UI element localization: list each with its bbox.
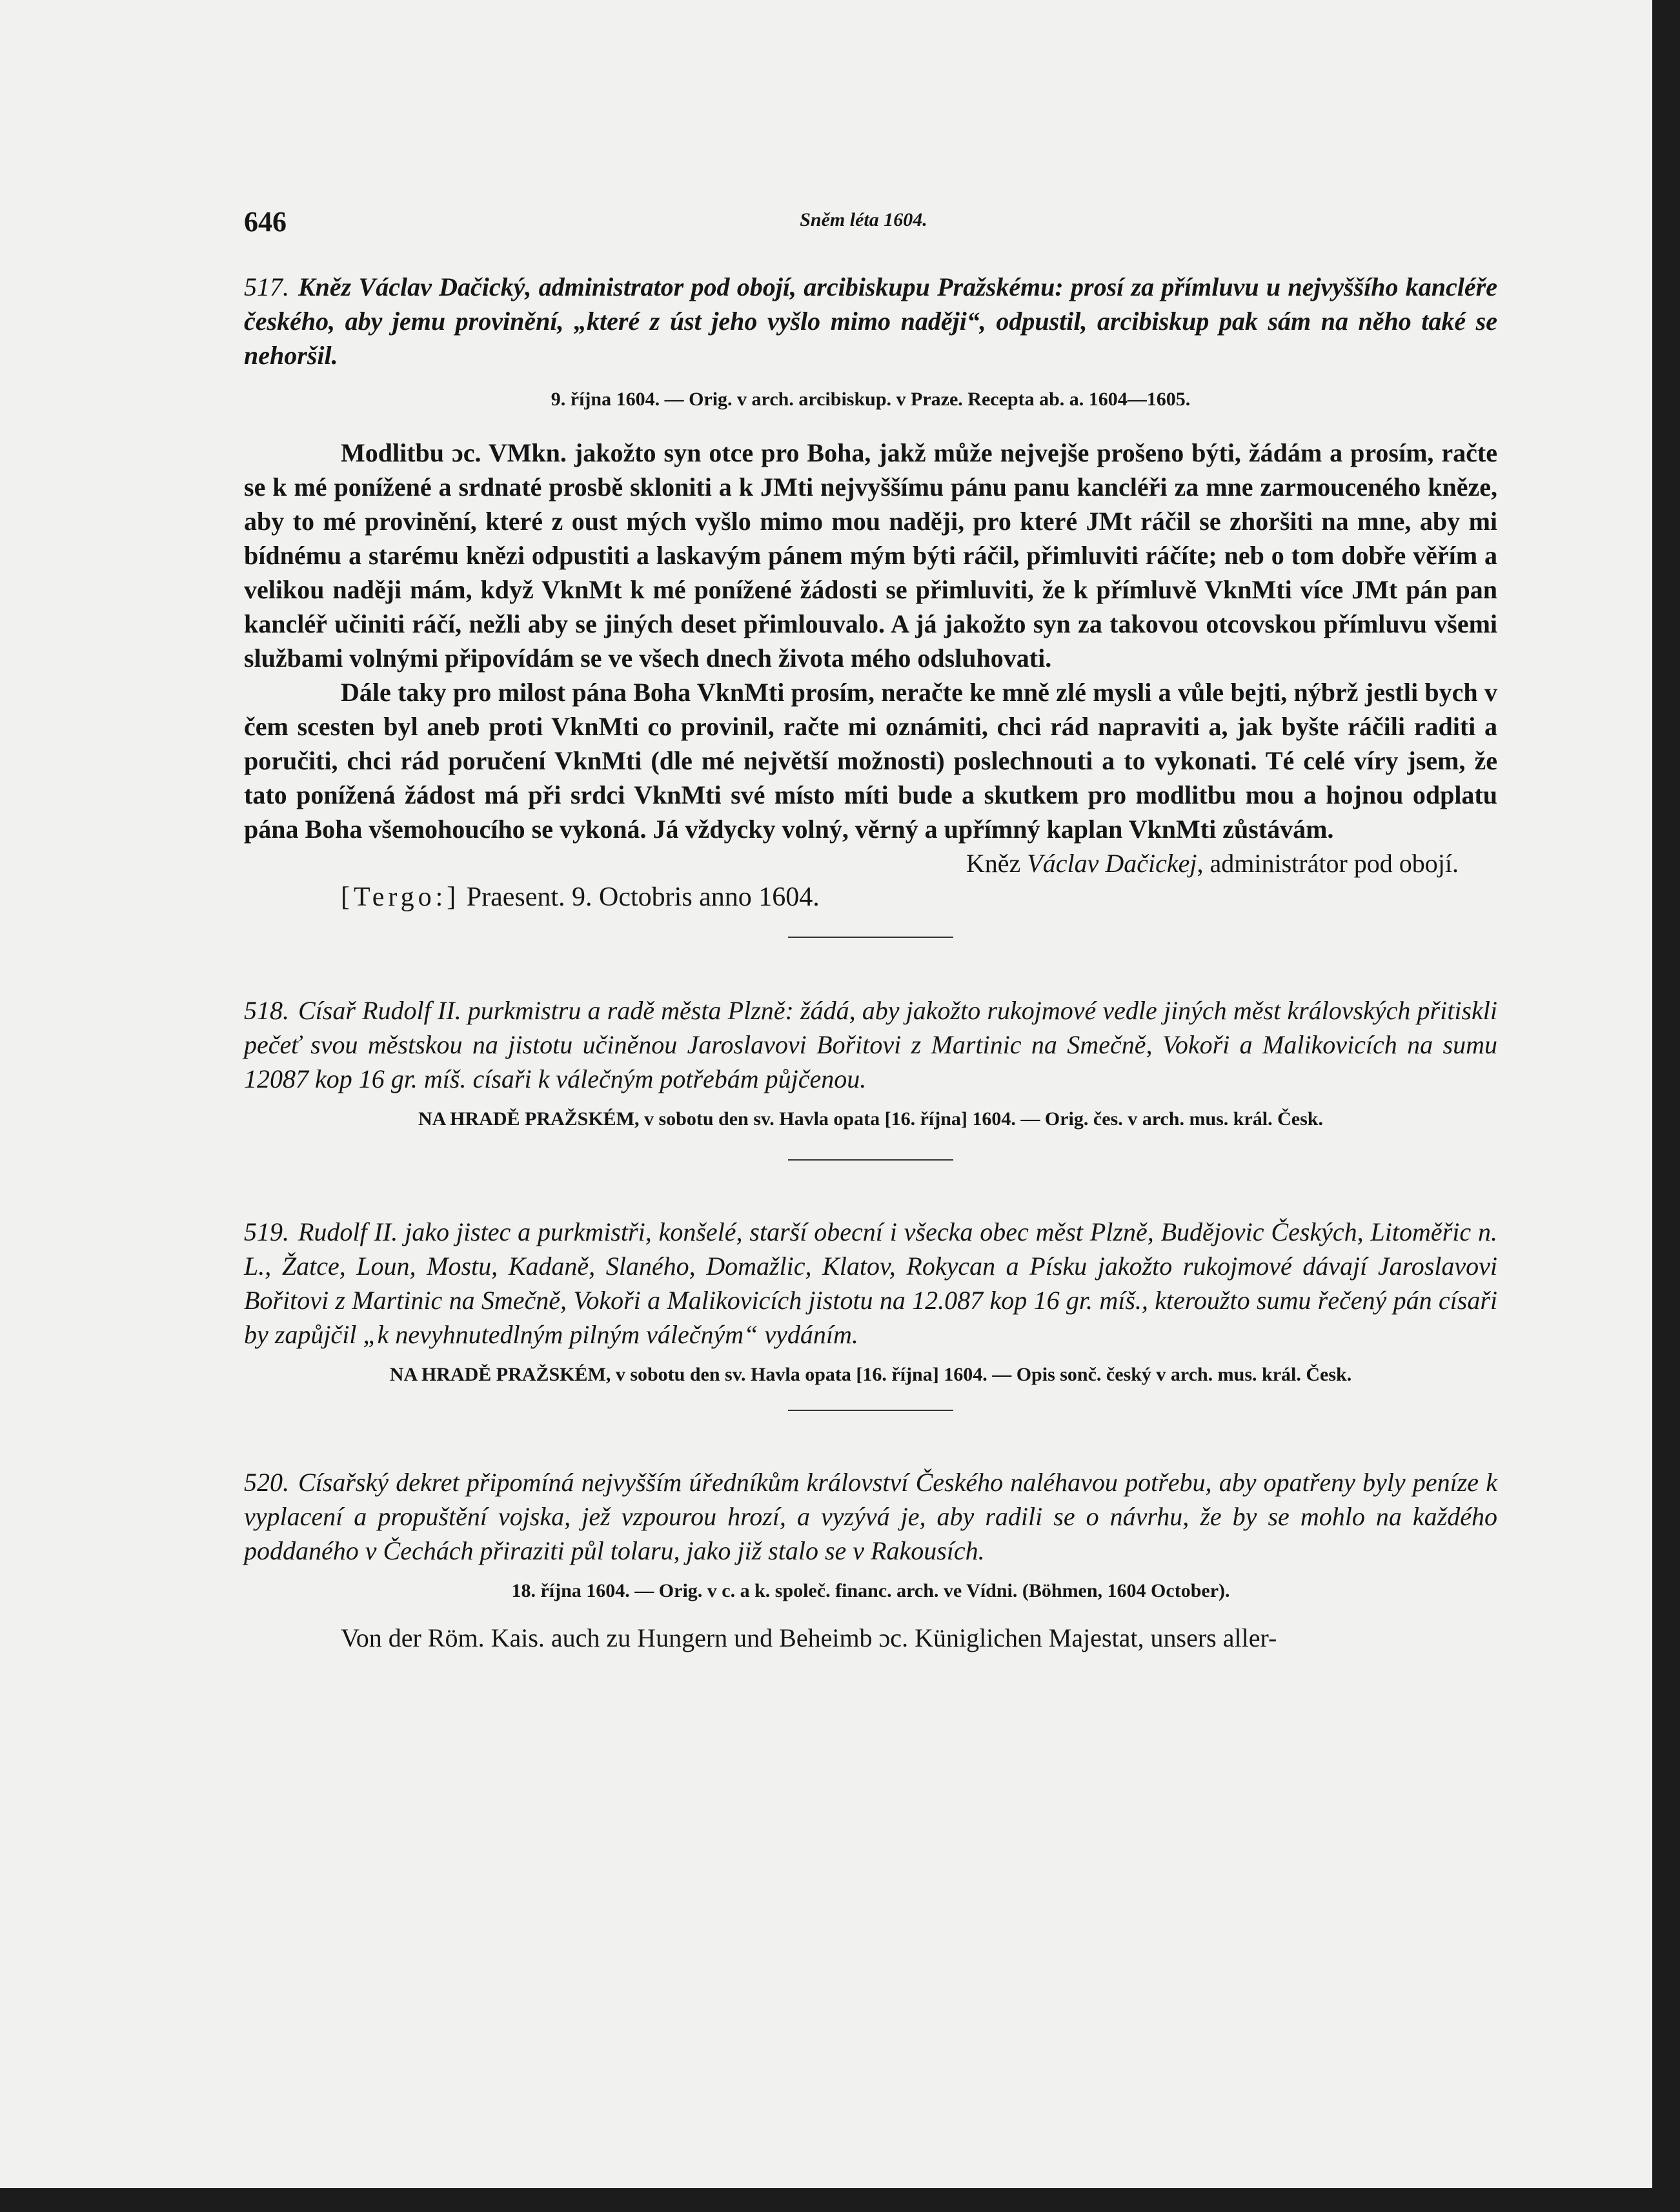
body-paragraph: Dále taky pro milost pána Boha VknMti prosím, neračte ke mně zlé mysli a vůle bejti, nýbrž jestli bych v čem scesten byl aneb proti VknMti co provinil, račte mi oznámiti, chci rád napraviti a, jak byšte ráčili raditi a poručiti, chci rád poručení VknMti (dle mé největší možnosti) poslechnouti a to vykonati. Té celé víry jsem, že tato ponížená žádost má při srdci VknMti své místo míti bude a skutkem pro modlitbu mou a hojnou odplatu pána Boha všemohoucího se vykoná. Já vždycky volný, věrný a upřímný kaplan VknMti zůstávám. bbox=[244, 678, 1497, 844]
signature-prefix: Kněz bbox=[966, 849, 1021, 878]
scan-edge-bottom bbox=[0, 2188, 1680, 2212]
entry-518 bbox=[244, 993, 1497, 1132]
entry-number: 518. bbox=[244, 996, 289, 1025]
entry-source: 9. října 1604. — Orig. v arch. arcibiskup. v Praze. Recepta ab. a. 1604—1605. bbox=[551, 389, 1191, 410]
scan-edge-right bbox=[1652, 0, 1680, 2212]
entry-source: 18. října 1604. — Orig. v c. a k. společ. financ. arch. ve Vídni. (Böhmen, 1604 October). bbox=[511, 1580, 1230, 1601]
section-divider bbox=[788, 1159, 953, 1161]
regest-text: Rudolf II. jako jistec a purkmistři, konšelé, starší obecní i všecka obec měst Plzně, Budějovic Českých, Litoměřic n. L., Žatce, Loun, Mostu, Kadaně, Slaného, Domažlic, Klatov, Rokycan a Písku jakožto rukojmové dávají Jaroslavovi Bořitovi z Martinic na Smečně, Vokoři a Malikovicích jistotu na 12.087 kop 16 gr. míš., kteroužto sumu řečený pán císaři by zapůjčil „k nevyhnutedlným pilným válečným“ vydáním. bbox=[244, 1217, 1497, 1349]
document-body bbox=[244, 270, 1497, 1655]
entry-source: NA HRADĚ PRAŽSKÉM, v sobotu den sv. Havla opata [16. října] 1604. — Opis sonč. český v arch. mus. král. Česk. bbox=[389, 1364, 1352, 1385]
entry-regest bbox=[244, 993, 1497, 1096]
entry-number: 517. bbox=[244, 272, 289, 301]
section-divider bbox=[788, 1410, 953, 1411]
section-divider bbox=[788, 937, 953, 938]
signature-name: Václav Dačickej bbox=[1027, 849, 1197, 878]
tergo-text: Praesent. 9. Octobris anno 1604. bbox=[466, 882, 820, 912]
entry-520 bbox=[244, 1465, 1497, 1655]
entry-517 bbox=[244, 270, 1497, 915]
tergo-note bbox=[244, 880, 1497, 915]
entry-number: 520. bbox=[244, 1468, 289, 1497]
body-paragraph: Modlitbu ɔc. VMkn. jakožto syn otce pro Boha, jakž může nejvejše prošeno býti, žádám a prosím, račte se k mé ponížené a srdnaté prosbě skloniti a k JMti nejvyššímu pánu panu kancléři za mne zarmouceného kněze, aby to mé provinění, které z oust mých vyšlo mimo mou naději, pro které JMt ráčil se zhoršiti na mne, aby mi bídnému a starému knězi odpustiti a laskavým pánem mým býti ráčil, přimluviti ráčíte; neb o tom dobře věřím a velikou naději mám, když VknMt k mé ponížené žádosti se přimluviti, že k přímluvě VknMti více JMt pán pan kancléř učiniti ráčí, nežli aby se jiných deset přimlouvalo. A já jakožto syn za takovou otcovskou přímluvu všemi službami volnými připovídám se ve všech dnech života mého odsluhovati. bbox=[244, 438, 1497, 673]
signature bbox=[244, 846, 1497, 880]
entry-regest bbox=[244, 270, 1497, 372]
tergo-label: [Tergo:] bbox=[341, 882, 460, 912]
entry-regest bbox=[244, 1215, 1497, 1352]
body-paragraph: Von der Röm. Kais. auch zu Hungern und Beheimb ɔc. Küniglichen Majestat, unsers aller- bbox=[341, 1623, 1277, 1652]
entry-source: NA HRADĚ PRAŽSKÉM, v sobotu den sv. Havla opata [16. října] 1604. — Orig. čes. v arch. mus. král. Česk. bbox=[418, 1108, 1323, 1130]
entry-number: 519. bbox=[244, 1217, 289, 1246]
signature-suffix: , administrátor pod obojí. bbox=[1197, 849, 1459, 878]
regest-text: Kněz Václav Dačický, administrator pod obojí, arcibiskupu Pražskému: prosí za přímluvu u nejvyššího kancléře českého, aby jemu provinění, „které z úst jeho vyšlo mimo naději“, odpustil, arcibiskup pak sám na něho také se nehoršil. bbox=[244, 272, 1497, 370]
regest-text: Císařský dekret připomíná nejvyšším úředníkům království Českého naléhavou potřebu, aby opatřeny byly peníze k vyplacení a propuštění vojska, jež vzpourou hrozí, a vyzývá je, aby radili se o návrhu, že by se mohlo na každého poddaného v Čechách přiraziti půl tolaru, jako již stalo se v Rakousích. bbox=[244, 1468, 1497, 1565]
page-number: 646 bbox=[244, 206, 287, 238]
running-title: Sněm léta 1604. bbox=[800, 209, 927, 230]
entry-519 bbox=[244, 1215, 1497, 1388]
regest-text: Císař Rudolf II. purkmistru a radě města Plzně: žádá, aby jakožto rukojmové vedle jiných měst královských přitiskli pečeť svou městskou na jistotu učiněnou Jaroslavovi Bořitovi z Martinic na Smečně, Vokoři a Malikovicích na sumu 12087 kop 16 gr. míš. císaři k válečným potřebám půjčenou. bbox=[244, 996, 1497, 1093]
entry-regest bbox=[244, 1465, 1497, 1568]
running-head bbox=[244, 205, 1483, 244]
